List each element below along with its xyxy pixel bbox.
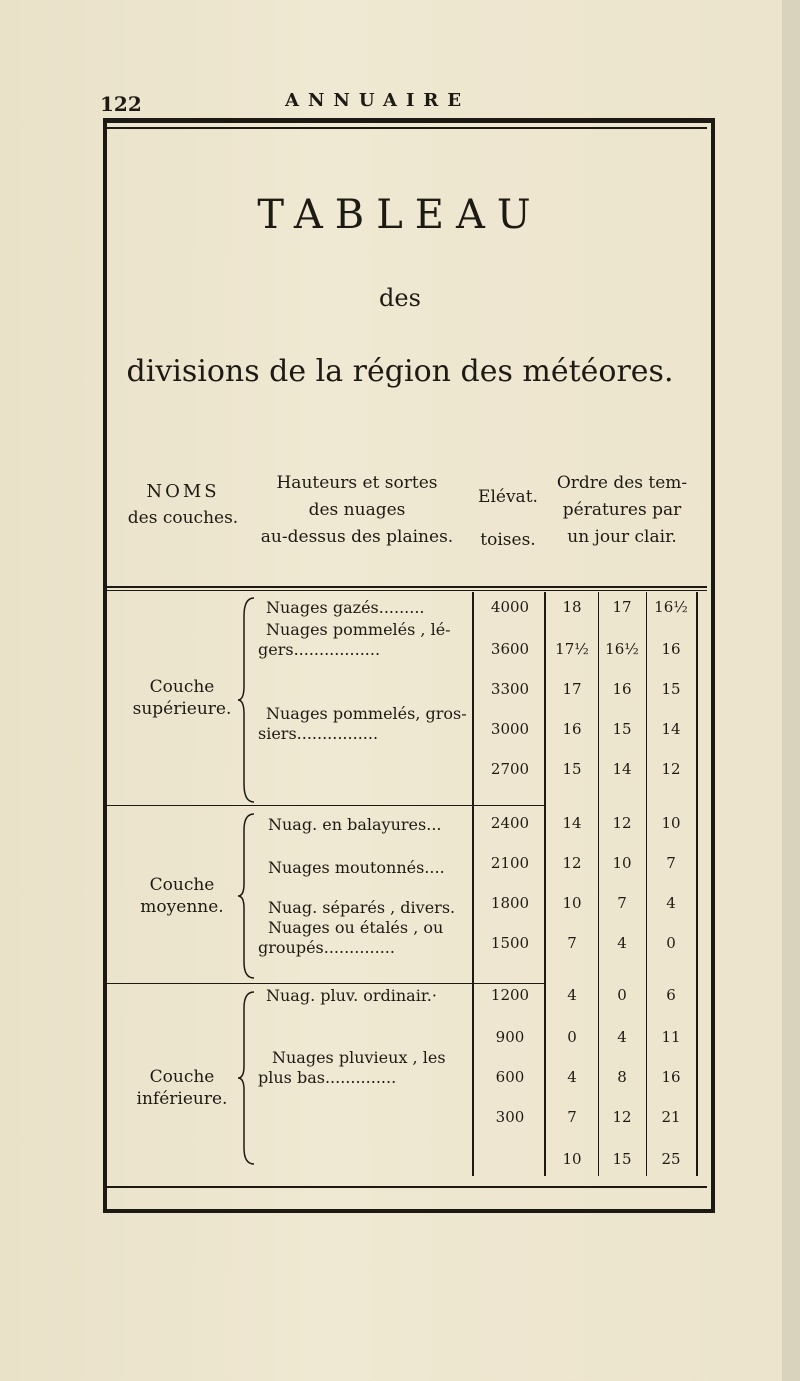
cell-temperature-2: 12 [612, 814, 632, 832]
group-name-superieure: Couche supérieure. [132, 677, 232, 719]
page-title: TABLEAU [257, 192, 543, 238]
desc-nuages-gazes: Nuages gazés......... [266, 598, 425, 617]
cell-elevation: 1800 [490, 894, 530, 912]
group-name-moyenne: Couche moyenne. [140, 875, 224, 917]
desc-plus-bas: plus bas.............. [258, 1068, 397, 1087]
group-rule-1b [472, 805, 544, 806]
cell-temperature-3: 6 [666, 986, 676, 1004]
header-hauteurs [252, 470, 462, 551]
cell-elevation: 3000 [490, 720, 530, 738]
cell-elevation: 2400 [490, 814, 530, 832]
cell-temperature-3: 25 [661, 1150, 681, 1168]
frame-top-rule [103, 127, 707, 129]
table-bottom-rule [107, 1186, 707, 1188]
cell-temperature-3: 12 [661, 760, 681, 778]
cell-temperature-3: 16 [661, 1068, 681, 1086]
header-hauteurs-line2: des nuages [308, 500, 406, 520]
cell-temperature-3: 16 [661, 640, 681, 658]
cell-temperature-3: 0 [666, 934, 676, 952]
desc-separes: Nuag. séparés , divers. [268, 898, 456, 917]
header-rule-thin [107, 590, 707, 591]
col-rule-t1 [598, 592, 599, 1176]
desc-pluvieux: Nuages pluvieux , les [272, 1048, 446, 1067]
header-ordre-line3: un jour clair. [567, 527, 677, 547]
cell-temperature-3: 4 [666, 894, 676, 912]
desc-moutonnes: Nuages moutonnés.... [268, 858, 445, 877]
header-hauteurs-line1: Hauteurs et sortes [276, 473, 438, 493]
cell-temperature-2: 16 [612, 680, 632, 698]
header-ordre-line1: Ordre des tem- [556, 473, 688, 493]
header-ordre [552, 470, 692, 551]
cell-elevation: 2700 [490, 760, 530, 778]
cell-temperature-1: 10 [562, 894, 582, 912]
cell-temperature-1: 7 [567, 934, 577, 952]
desc-nuages-pommeles-grossiers-2: siers................ [258, 724, 379, 743]
cell-temperature-1: 0 [567, 1028, 577, 1046]
cell-temperature-2: 16½ [605, 640, 639, 658]
cell-elevation: 600 [495, 1068, 525, 1086]
cell-temperature-1: 17½ [555, 640, 589, 658]
desc-nuages-pommeles-legers: Nuages pommelés , lé- [266, 620, 451, 639]
cell-elevation: 1500 [490, 934, 530, 952]
desc-nuages-pommeles-grossiers: Nuages pommelés, gros- [266, 704, 467, 723]
brace-moyenne [236, 812, 258, 980]
group-rule-2 [107, 983, 472, 984]
group-rule-1 [107, 805, 472, 806]
cell-temperature-1: 7 [567, 1108, 577, 1126]
cell-temperature-3: 10 [661, 814, 681, 832]
cell-temperature-1: 17 [562, 680, 582, 698]
cell-elevation: 3600 [490, 640, 530, 658]
cell-temperature-1: 4 [567, 986, 577, 1004]
desc-nuages-pommeles-legers-2: gers................. [258, 640, 381, 659]
cell-temperature-2: 15 [612, 720, 632, 738]
cell-temperature-1: 14 [562, 814, 582, 832]
cell-temperature-1: 10 [562, 1150, 582, 1168]
cell-temperature-2: 14 [612, 760, 632, 778]
header-hauteurs-line3: au-dessus des plaines. [260, 527, 454, 547]
col-rule-t2 [646, 592, 647, 1176]
cell-elevation: 2100 [490, 854, 530, 872]
title-des: des [379, 284, 421, 312]
page-number: 122 [100, 92, 142, 116]
cell-temperature-3: 15 [661, 680, 681, 698]
col-rule-elev-right [544, 592, 546, 1176]
brace-inferieure [236, 990, 258, 1166]
cell-temperature-2: 15 [612, 1150, 632, 1168]
header-elevat-line1: Elévat. [478, 487, 538, 507]
header-noms-line2: des couches. [127, 508, 239, 528]
cell-temperature-1: 18 [562, 598, 582, 616]
cell-temperature-2: 4 [617, 934, 627, 952]
running-head: ANNUAIRE [285, 90, 471, 111]
cell-temperature-3: 21 [661, 1108, 681, 1126]
desc-balayures: Nuag. en balayures... [268, 815, 442, 834]
cell-temperature-1: 15 [562, 760, 582, 778]
cell-elevation: 900 [495, 1028, 525, 1046]
cell-temperature-2: 0 [617, 986, 627, 1004]
header-rule [107, 586, 707, 588]
header-elevat-line2: toises. [480, 530, 536, 550]
cell-temperature-1: 12 [562, 854, 582, 872]
cell-temperature-2: 4 [617, 1028, 627, 1046]
page-subtitle: divisions de la région des météores. [126, 354, 674, 389]
cell-temperature-3: 7 [666, 854, 676, 872]
cell-temperature-2: 7 [617, 894, 627, 912]
cell-temperature-3: 14 [661, 720, 681, 738]
cell-elevation: 3300 [490, 680, 530, 698]
header-elevat [468, 484, 548, 554]
desc-groupes: groupés.............. [258, 938, 395, 957]
cell-temperature-2: 10 [612, 854, 632, 872]
header-noms [118, 478, 248, 532]
brace-superieure [236, 596, 258, 804]
col-rule-t3 [696, 592, 698, 1176]
header-noms-line1: NOMS [146, 481, 220, 502]
cell-temperature-3: 16½ [654, 598, 688, 616]
cell-temperature-2: 17 [612, 598, 632, 616]
col-rule-elev-left [472, 592, 474, 1176]
cell-temperature-3: 11 [661, 1028, 681, 1046]
desc-pluv-ordinaire: Nuag. pluv. ordinair.· [266, 986, 437, 1005]
cell-temperature-1: 16 [562, 720, 582, 738]
desc-etales: Nuages ou étalés , ou [268, 918, 444, 937]
group-rule-2b [472, 983, 544, 984]
cell-temperature-2: 12 [612, 1108, 632, 1126]
cell-temperature-2: 8 [617, 1068, 627, 1086]
header-ordre-line2: pératures par [562, 500, 682, 520]
cell-elevation: 300 [495, 1108, 525, 1126]
cell-elevation: 1200 [490, 986, 530, 1004]
cell-elevation: 4000 [490, 598, 530, 616]
cell-temperature-1: 4 [567, 1068, 577, 1086]
group-name-inferieure: Couche inférieure. [136, 1067, 228, 1109]
